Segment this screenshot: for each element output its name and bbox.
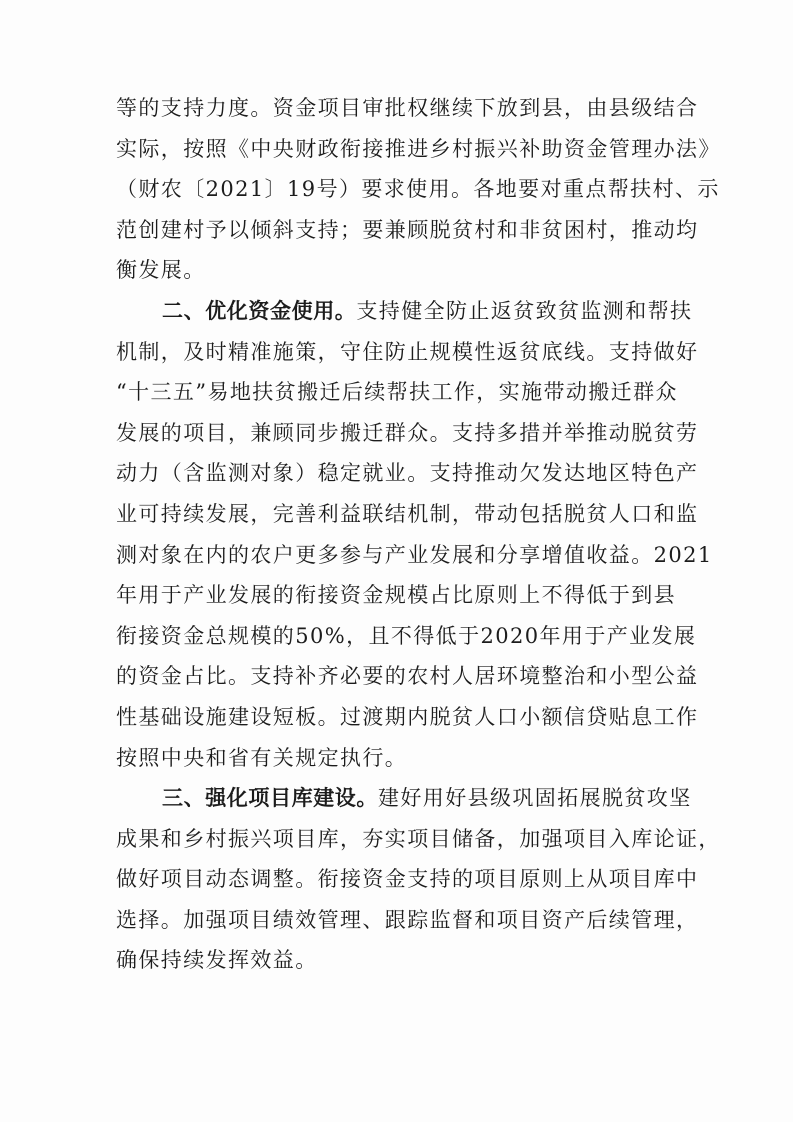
paragraph-2-line: 发展的项目，兼顾同步搬迁群众。支持多措并举推动脱贫劳 — [116, 420, 699, 445]
paragraph-2-line: 的资金占比。支持补齐必要的农村人居环境整治和小型公益 — [116, 664, 699, 689]
paragraph-2-line: 业可持续发展，完善利益联结机制，带动包括脱贫人口和监 — [116, 501, 699, 526]
paragraph-2-line: 动力（含监测对象）稳定就业。支持推动欠发达地区特色产 — [116, 461, 699, 486]
paragraph-3-first-line-text: 建好用好县级巩固拓展脱贫攻坚 — [378, 786, 692, 811]
paragraph-2-line: 按照中央和省有关规定执行。 — [116, 745, 408, 770]
paragraph-2-line: 性基础设施建设短板。过渡期内脱贫人口小额信贷贴息工作 — [116, 704, 699, 729]
paragraph-2-line: “十三五”易地扶贫搬迁后续帮扶工作，实施带动搬迁群众 — [116, 380, 678, 405]
paragraph-2-line: 测对象在内的农户更多参与产业发展和分享增值收益。2021 — [116, 542, 713, 567]
paragraph-2-line: 机制，及时精准施策，守住防止规模性返贫底线。支持做好 — [116, 339, 699, 364]
paragraph-3-first-line — [116, 778, 692, 819]
paragraph-2-line: 衔接资金总规模的50%，且不得低于2020年用于产业发展 — [116, 623, 697, 648]
document-body — [116, 88, 721, 981]
paragraph-2-first-line — [116, 291, 693, 332]
section-heading-2: 二、优化资金使用。 — [162, 298, 357, 323]
paragraph-3-line: 成果和乡村振兴项目库，夯实项目储备，加强项目入库论证， — [116, 826, 721, 851]
paragraph-1-line-4: 范创建村予以倾斜支持；要兼顾脱贫村和非贫困村，推动均 — [116, 217, 699, 242]
paragraph-3-line: 确保持续发挥效益。 — [116, 948, 318, 973]
paragraph-2-first-line-text: 支持健全防止返贫致贫监测和帮扶 — [356, 298, 693, 323]
paragraph-3-line: 做好项目动态调整。衔接资金支持的项目原则上从项目库中 — [116, 867, 699, 892]
paragraph-3-line: 选择。加强项目绩效管理、跟踪监督和项目资产后续管理， — [116, 907, 699, 932]
paragraph-2-line: 年用于产业发展的衔接资金规模占比原则上不得低于到县 — [116, 583, 676, 608]
paragraph-1-line-1: 等的支持力度。资金项目审批权继续下放到县，由县级结合 — [116, 96, 699, 120]
paragraph-1-line-3: （财农〔2021〕19号）要求使用。各地要对重点帮扶村、示 — [116, 177, 720, 202]
paragraph-1-line-2: 实际，按照《中央财政衔接推进乡村振兴补助资金管理办法》 — [116, 136, 721, 161]
section-heading-3: 三、强化项目库建设。 — [162, 786, 378, 811]
paragraph-1-line-5: 衡发展。 — [116, 258, 206, 283]
